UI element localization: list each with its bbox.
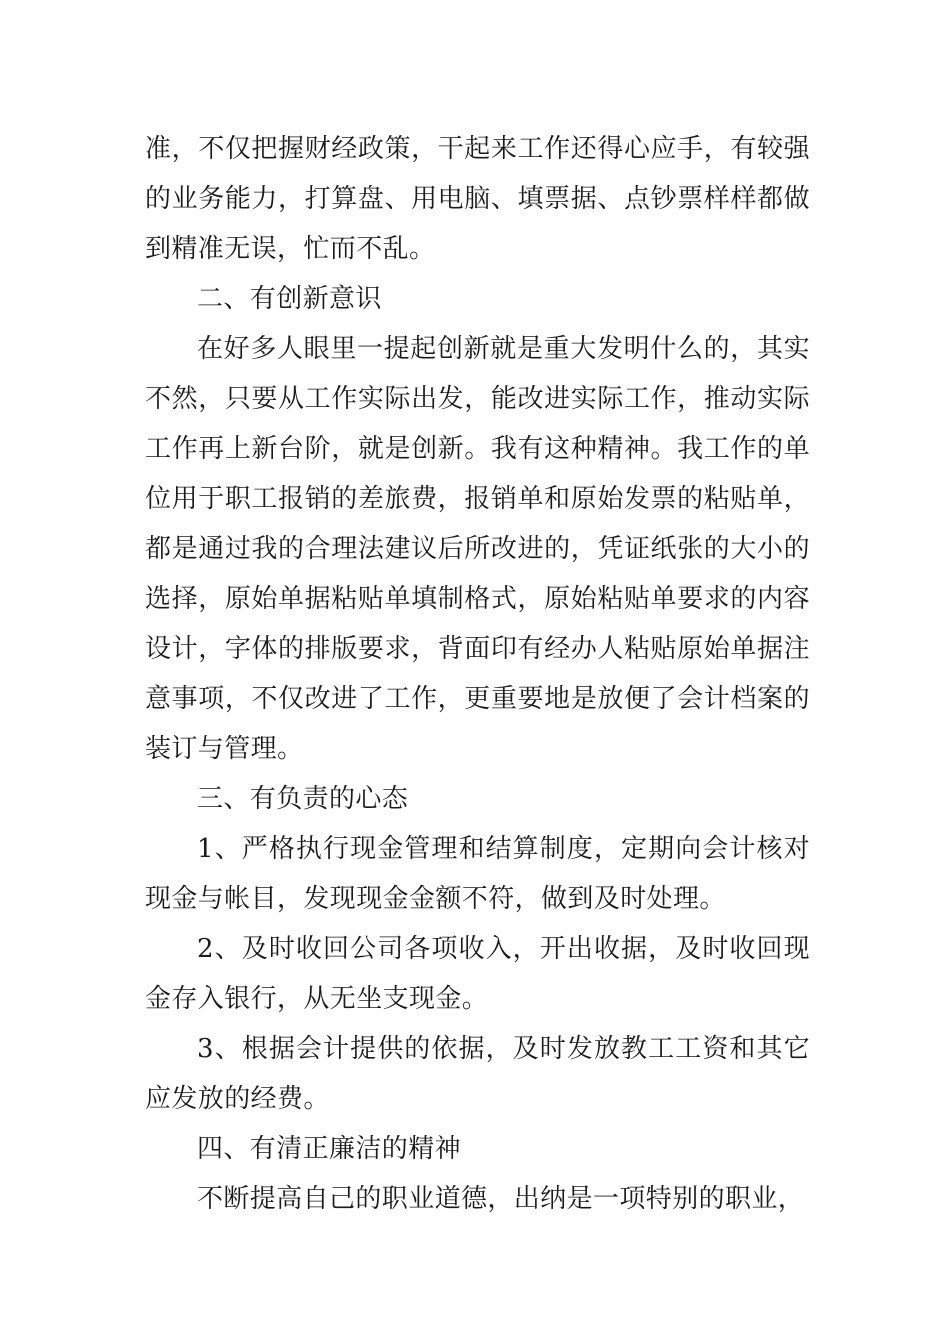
- paragraph-continuation: 准，不仅把握财经政策，干起来工作还得心应手，有较强的业务能力，打算盘、用电脑、填票据、点钞票样样都做到精准无误，忙而不乱。: [145, 134, 810, 264]
- section-heading-responsibility: 三、有负责的心态: [197, 784, 409, 814]
- paragraph-innovation: 在好多人眼里一提起创新就是重大发明什么的，其实不然，只要从工作实际出发，能改进实际工作，推动实际工作再上新台阶，就是创新。我有这种精神。我工作的单位用于职工报销的差旅费，报销单和原始发票的粘贴单，都是通过我的合理法建议后所改进的，凭证纸张的大小的选择，原始单据粘贴单填制格式，原始粘贴单要求的内容设计，字体的排版要求，背面印有经办人粘贴原始单据注意事项，不仅改进了工作，更重要地是放便了会计档案的装订与管理。: [145, 334, 810, 764]
- document-body: [145, 124, 810, 1224]
- list-item-salary-payment: 3、根据会计提供的依据，及时发放教工工资和其它应发放的经费。: [145, 1034, 810, 1114]
- section-heading-integrity: 四、有清正廉洁的精神: [197, 1134, 462, 1164]
- list-item-income-collection: 2、及时收回公司各项收入，开出收据，及时收回现金存入银行，从无坐支现金。: [145, 934, 810, 1014]
- section-heading-innovation: 二、有创新意识: [197, 284, 382, 314]
- paragraph-integrity: 不断提高自己的职业道德，出纳是一项特别的职业，: [197, 1184, 805, 1214]
- list-item-cash-management: 1、严格执行现金管理和结算制度，定期向会计核对现金与帐目，发现现金金额不符，做到及时处理。: [145, 834, 810, 914]
